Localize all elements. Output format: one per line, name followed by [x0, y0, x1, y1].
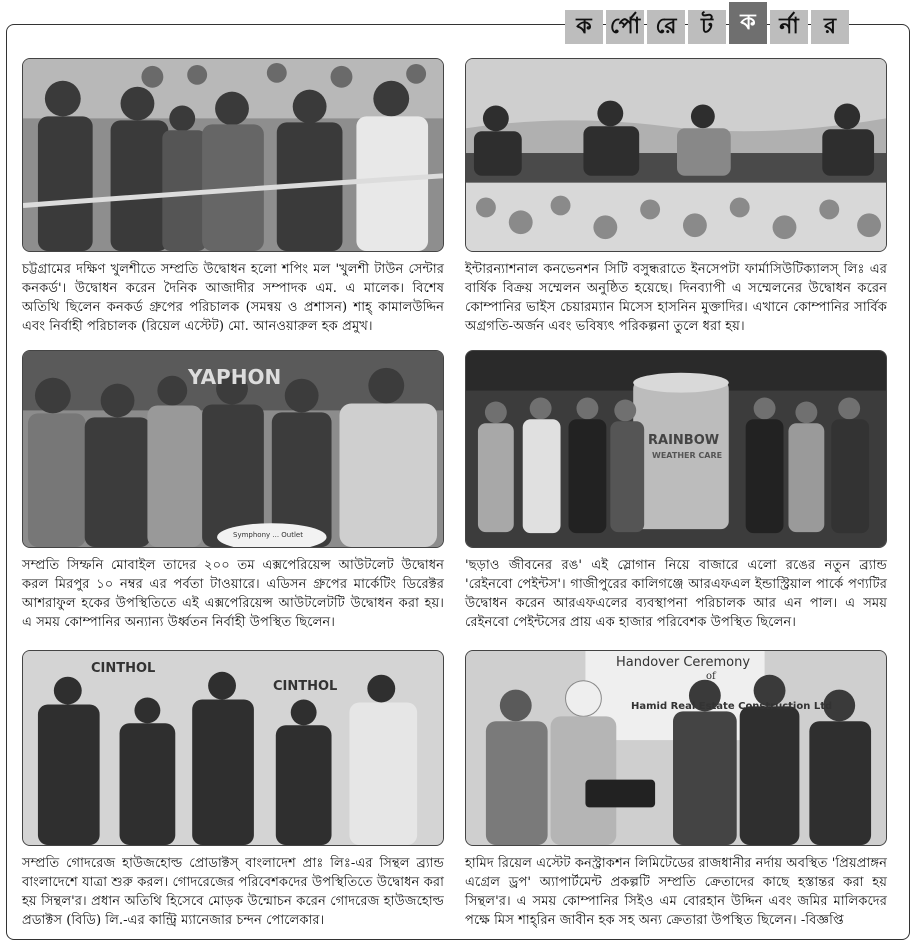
ribbon-cutting-photo [23, 59, 443, 251]
header-tile-highlight: ক [729, 2, 767, 44]
news-photo [465, 650, 887, 846]
news-photo [465, 58, 887, 252]
handover-photo [466, 651, 886, 845]
banner-company: Hamid Real Estate Construction Ltd [631, 701, 833, 712]
banner-title: Handover Ceremony [616, 655, 751, 670]
cake-text: Symphony ... Outlet [233, 531, 303, 539]
news-photo [22, 650, 444, 846]
product-brand-text: RAINBOW [648, 433, 720, 448]
news-caption: 'ছড়াও জীবনের রঙ' এই স্লোগান নিয়ে বাজারে এলো রঙের নতুন ব্র্যান্ড 'রেইনবো পেইন্টস'। গাজীপুরের কালিগঞ্জে আরএফএল ইন্ডাস্ট্রিয়াল পার্কে পণ্যটির উদ্বোধন করেন আরএফএলের ব্যবস্থাপনা পরিচালক আর এন পাল। এ সময় রেইনবো পেইন্টসের প্রায় এক হাজার পরিবেশক উপস্থিত ছিলেন। [465, 558, 887, 630]
banner-of: of [706, 671, 716, 682]
news-photo [465, 350, 887, 548]
news-item-hamid-handover [465, 650, 887, 930]
header-tile: ট [688, 10, 726, 44]
product-unveiling-photo [23, 651, 443, 845]
banner-text: YAPHON [188, 365, 282, 389]
news-photo [22, 58, 444, 252]
header-tile: ক [565, 10, 603, 44]
news-item-khulshi-town-center [22, 58, 444, 336]
news-caption: ইন্টারন্যাশনাল কনভেনশন সিটি বসুন্ধরাতে ইনসেপটা ফার্মাসিউটিক্যালস্ লিঃ এর বার্ষিক বিক্রয় সম্মেলন অনুষ্ঠিত হয়েছে। দিনব্যাপী এ সম্মেলনের উদ্বোধন করেন কোম্পানির ভাইস চেয়ারম্যান মিসেস হাসনিন মুক্তাদির। এখানে কোম্পানির সার্বিক অগ্রগতি-অর্জন এবং ভবিষ্যৎ পরিকল্পনা তুলে ধরা হয়। [465, 262, 887, 334]
news-photo [22, 350, 444, 548]
news-caption: চট্টগ্রামের দক্ষিণ খুলশীতে সম্প্রতি উদ্বোধন হলো শপিং মল 'খুলশী টাউন সেন্টার কনকর্ড'। উদ্বোধন করেন দৈনিক আজাদীর সম্পাদক এম. এ মালেক। বিশেষ অতিথি ছিলেন কনকর্ড গ্রুপের পরিচালক (সমন্বয় ও প্রশাসন) শাহ্ কামালউদ্দিন এবং নির্বাহী পরিচালক (রিয়েল এস্টেট) মো. আনওয়ারুল হক প্রমুখ। [22, 262, 444, 334]
news-caption: সম্প্রতি গোদরেজ হাউজহোল্ড প্রোডাক্টস্ বাংলাদেশ প্রাঃ লিঃ-এর সিন্থল ব্র্যান্ড বাংলাদেশে যাত্রা শুরু করল। গোদরেজের পরিবেশকদের উপস্থিতিতে উদ্বোধন করা হয় সিন্থল'র। প্রধান অতিথি হিসেবে মোড়ক উন্মোচন করেন গোদরেজ হাউজহোল্ড প্রডাক্টস (বিডি) লি.-এর কান্ট্রি ম্যানেজার চন্দন পোলেকার। [22, 856, 444, 928]
news-caption: সম্প্রতি সিম্ফনি মোবাইল তাদের ২০০ তম এক্সপেরিয়েন্স আউটলেট উদ্বোধন করল মিরপুর ১০ নম্বর এর পর্বতা টাওয়ারে। এডিসন গ্রুপের মার্কেটিং ডিরেক্টর আশরাফুল হকের উপস্থিতিতে এই এক্সপেরিয়েন্স আউটলেটটি উদ্বোধন করা হয়। এ সময় কোম্পানির অন্যান্য উর্ধ্বতন নির্বাহী উপস্থিত ছিলেন। [22, 558, 444, 630]
banner-text: CINTHOL [91, 661, 156, 676]
banner-text: CINTHOL [273, 679, 338, 694]
header-tile: র্পো [606, 10, 644, 44]
news-item-rainbow-paints [465, 350, 887, 632]
header-tile: র [811, 10, 849, 44]
paint-launch-photo [466, 351, 886, 547]
news-caption: হামিদ রিয়েল এস্টেট কনস্ট্রাকশন লিমিটেডের রাজধানীর নর্দায় অবস্থিত 'প্রিয়প্রাঙ্গন এগ্রেল ড্রপ' অ্যাপার্টমেন্ট প্রকল্পটি সম্প্রতি ক্রেতাদের কাছে হস্তান্তর করা হয় সিন্থল'র। এ সময় কোম্পানির সিইও এম বোরহান উদ্দিন এবং জমির মালিকদের পক্ষে মিস শাহ্‌রিন জাবীন হক সহ অন্য ক্রেতারা উপস্থিত ছিলেন। -বিজ্ঞপ্তি [465, 856, 887, 928]
header-tile: র্না [770, 10, 808, 44]
product-sub-text: WEATHER CARE [652, 451, 723, 460]
header-tile: রে [647, 10, 685, 44]
section-header [565, 10, 849, 44]
news-item-symphony-outlet [22, 350, 444, 632]
news-item-cinthol-launch [22, 650, 444, 930]
conference-stage-photo [466, 59, 886, 251]
news-item-incepta-sales-conference [465, 58, 887, 336]
